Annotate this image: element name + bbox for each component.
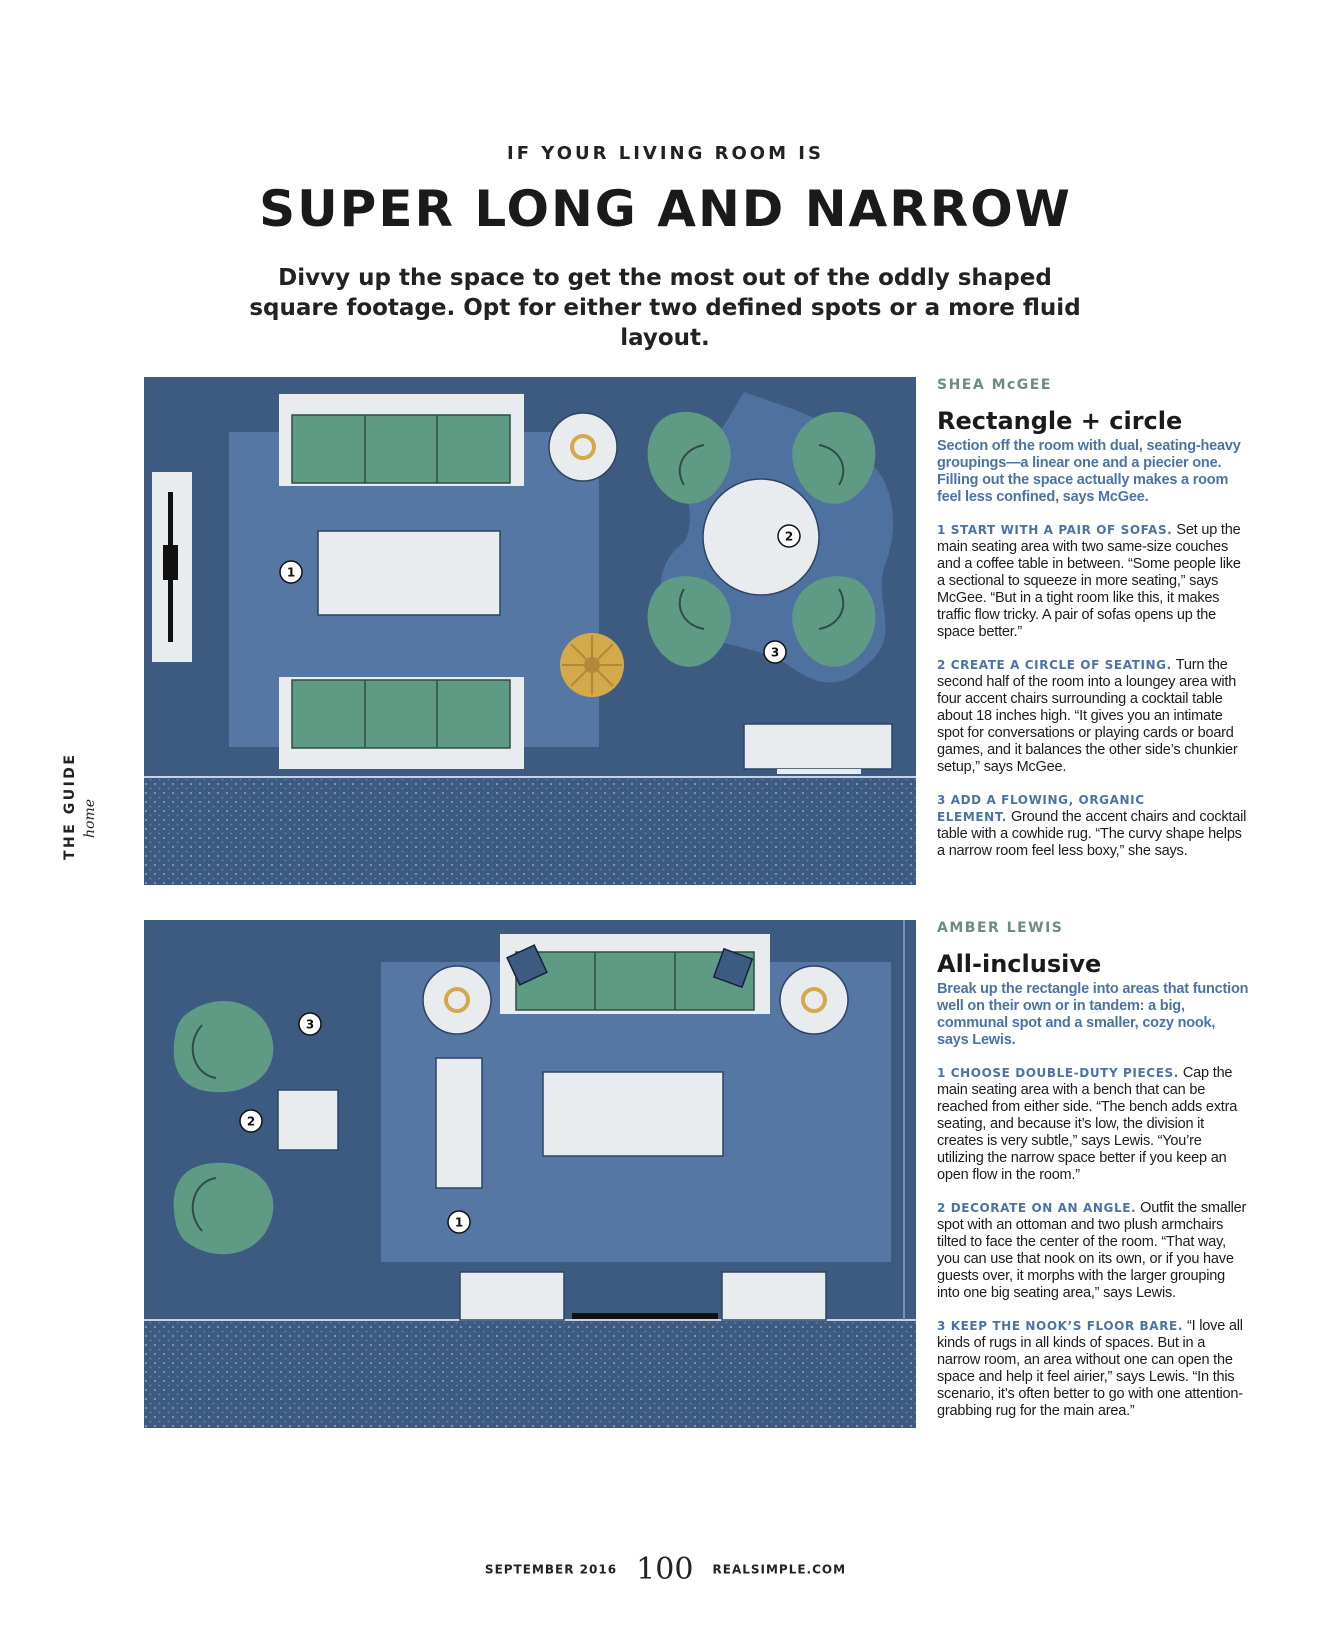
marker-2 <box>240 1110 262 1132</box>
plan-title: All-inclusive <box>937 950 1102 978</box>
tip-3-body: “I love all kinds of rugs in all kinds of spaces. But in a narrow room, an area without one can open the space and help it feel airier,” says Lewis. “In this scenario, it’s often better to go with one attention-grabbing rug for the main area.” <box>937 1318 1243 1419</box>
section-label-text: THE GUIDE <box>62 752 78 860</box>
marker-1 <box>280 561 302 583</box>
marker-1-label: 1 <box>454 1215 464 1230</box>
tip-1 <box>937 1065 1249 1184</box>
side-table <box>423 966 491 1034</box>
section-label <box>60 660 100 860</box>
console-table <box>744 724 892 769</box>
plan-2-text <box>937 920 1249 1436</box>
folio <box>0 1552 1331 1587</box>
tip-2-head: 2 DECORATE ON AN ANGLE. <box>937 1201 1137 1215</box>
tip-2 <box>937 1200 1249 1302</box>
marker-3 <box>299 1013 321 1035</box>
coffee-table <box>318 531 500 615</box>
tv-mount <box>163 545 178 580</box>
cocktail-table <box>703 479 819 595</box>
tip-3-head: 3 KEEP THE NOOK’S FLOOR BARE. <box>937 1319 1183 1333</box>
side-table <box>549 413 617 481</box>
tip-3 <box>937 1318 1249 1420</box>
floor-plan-rectangle-circle <box>144 377 916 885</box>
console-left <box>460 1272 564 1320</box>
bench <box>436 1058 482 1188</box>
plan-title: Rectangle + circle <box>937 407 1183 435</box>
sofa-seat <box>516 952 754 1010</box>
ottoman <box>278 1090 338 1150</box>
armchair <box>174 1001 274 1092</box>
marker-3-label: 3 <box>770 645 780 660</box>
dek: Divvy up the space to get the most out of the oddly shaped square footage. Opt for either two defined spots or a more fluid layout. <box>249 265 1081 351</box>
console-base <box>777 769 861 774</box>
sofa-top-seat <box>292 415 510 483</box>
tip-2 <box>937 657 1249 776</box>
sofa-bottom-seat <box>292 680 510 748</box>
marker-1-label: 1 <box>286 565 296 580</box>
headline: SUPER LONG AND NARROW <box>259 180 1072 238</box>
site-url: REALSIMPLE.COM <box>712 1562 847 1577</box>
marker-2 <box>778 525 800 547</box>
page-number: 100 <box>636 1552 694 1587</box>
section-sub-text: home <box>82 798 98 838</box>
tip-3-body: Ground the accent chairs and cocktail table with a cowhide rug. “The curvy shape helps a narrow room feel less boxy,” she says. <box>937 809 1247 859</box>
armchair <box>174 1163 274 1255</box>
tip-1-body: Set up the main seating area with two same-size couches and a coffee table in between. “Some people like a sectional to squeeze in more seating,” says McGee. “But in a tight room like this, it makes traffic flow tricky. A pair of sofas opens up the space better.” <box>937 522 1241 640</box>
tip-1 <box>937 522 1249 641</box>
plan-intro: Break up the rectangle into areas that function well on their own or in tandem: a big, communal spot and a smaller, cozy nook, says Lewis. <box>937 981 1249 1048</box>
tip-1-head: 1 START WITH A PAIR OF SOFAS. <box>937 523 1173 537</box>
marker-3-label: 3 <box>305 1017 315 1032</box>
issue-date: SEPTEMBER 2016 <box>484 1562 618 1577</box>
marker-3 <box>764 641 786 663</box>
coffee-table <box>543 1072 723 1156</box>
floor-tile-strip <box>144 779 916 885</box>
tip-2-body: Turn the second half of the room into a loungey area with four accent chairs surrounding a cocktail table about 18 inches high. “It gives you an intimate spot for conversations or playing cards or board games, and it balances the other side’s chunkier setup,” says McGee. <box>937 657 1238 775</box>
marker-2-label: 2 <box>246 1114 256 1129</box>
side-table <box>780 966 848 1034</box>
tip-1-body: Cap the main seating area with a bench that can be reached from either side. “The bench adds extra seating, and because it’s low, the division it creates is very subtle,” says Lewis. “You’re utilizing the narrow space better if you keep an open flow in the room.” <box>937 1065 1238 1183</box>
tip-3-head: 3 ADD A FLOWING, ORGANIC ELEMENT. <box>937 793 1145 824</box>
tv <box>572 1313 718 1319</box>
tip-2-head: 2 CREATE A CIRCLE OF SEATING. <box>937 658 1172 672</box>
designer-name: AMBER LEWIS <box>937 920 1064 936</box>
plan-intro: Section off the room with dual, seating-heavy groupings—a linear one and a piecier one. Filling out the space actually makes a room feel less confined, says McGee. <box>937 438 1241 505</box>
pouf <box>560 633 624 697</box>
designer-name: SHEA McGEE <box>937 377 1052 393</box>
marker-2-label: 2 <box>784 529 794 544</box>
marker-1 <box>448 1211 470 1233</box>
tip-1-head: 1 CHOOSE DOUBLE-DUTY PIECES. <box>937 1066 1179 1080</box>
tip-2-body: Outfit the smaller spot with an ottoman and two plush armchairs tilted to face the center of the room. “That way, you can use that nook on its own, or if you have guests over, it morphs with the larger grouping into one big seating area,” says Lewis. <box>937 1200 1247 1301</box>
kicker: IF YOUR LIVING ROOM IS <box>507 143 824 164</box>
console-right <box>722 1272 826 1320</box>
floor-plan-all-inclusive <box>144 920 916 1428</box>
floor-tile-strip <box>144 1322 916 1428</box>
tip-3 <box>937 792 1249 860</box>
plan-1-text <box>937 377 1249 876</box>
